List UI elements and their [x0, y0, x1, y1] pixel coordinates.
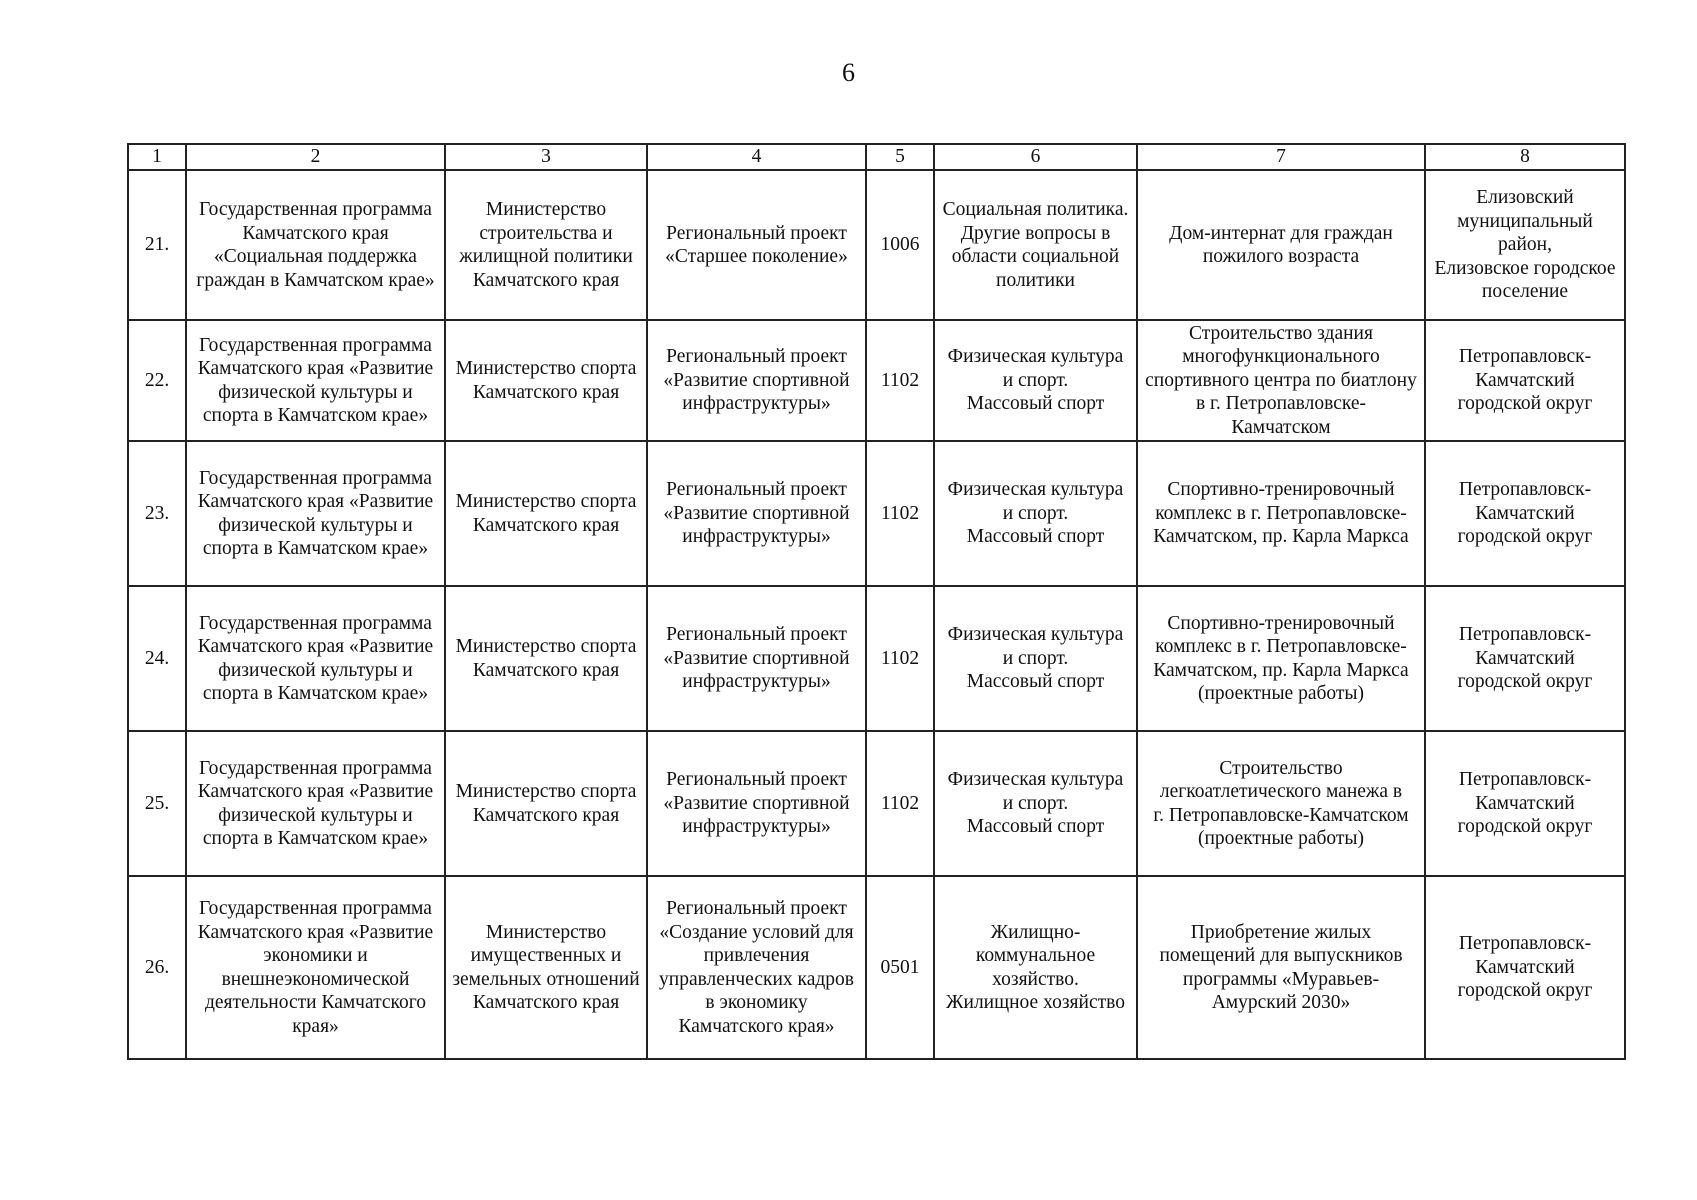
executor-cell: Министерство имущественных и земельных отношений Камчатского края: [445, 876, 647, 1059]
table-row: [128, 441, 1625, 586]
budget-section-cell: Физическая культура и спорт. Массовый спорт: [934, 586, 1137, 731]
program-cell: Государственная программа Камчатского края «Развитие физической культуры и спорта в Камчатском крае»: [186, 586, 445, 731]
column-number-header: 5: [866, 144, 934, 170]
column-number-header: 7: [1137, 144, 1425, 170]
location-cell: Петропавловск- Камчатский городской округ: [1425, 320, 1625, 441]
table-row: [128, 586, 1625, 731]
project-cell: Региональный проект «Старшее поколение»: [647, 170, 866, 320]
program-cell: Государственная программа Камчатского края «Развитие физической культуры и спорта в Камчатском крае»: [186, 320, 445, 441]
object-cell: Спортивно-тренировочный комплекс в г. Петропавловске- Камчатском, пр. Карла Маркса: [1137, 441, 1425, 586]
budget-code-cell: 1102: [866, 320, 934, 441]
row-number-cell: 23.: [128, 441, 186, 586]
budget-code-cell: 1006: [866, 170, 934, 320]
row-number-cell: 24.: [128, 586, 186, 731]
column-number-row: [128, 144, 1625, 170]
budget-section-cell: Жилищно- коммунальное хозяйство. Жилищное хозяйство: [934, 876, 1137, 1059]
table-row: [128, 320, 1625, 441]
project-cell: Региональный проект «Развитие спортивной инфраструктуры»: [647, 731, 866, 876]
row-number-cell: 21.: [128, 170, 186, 320]
project-cell: Региональный проект «Создание условий для привлечения управленческих кадров в экономику Камчатского края»: [647, 876, 866, 1059]
location-cell: Петропавловск- Камчатский городской округ: [1425, 586, 1625, 731]
executor-cell: Министерство спорта Камчатского края: [445, 320, 647, 441]
executor-cell: Министерство строительства и жилищной политики Камчатского края: [445, 170, 647, 320]
budget-section-cell: Социальная политика. Другие вопросы в области социальной политики: [934, 170, 1137, 320]
object-cell: Строительство здания многофункционального спортивного центра по биатлону в г. Петропавловске- Камчатском: [1137, 320, 1425, 441]
row-number-cell: 25.: [128, 731, 186, 876]
column-number-header: 8: [1425, 144, 1625, 170]
column-number-header: 4: [647, 144, 866, 170]
budget-code-cell: 1102: [866, 586, 934, 731]
executor-cell: Министерство спорта Камчатского края: [445, 731, 647, 876]
column-number-header: 1: [128, 144, 186, 170]
column-number-header: 6: [934, 144, 1137, 170]
row-number-cell: 26.: [128, 876, 186, 1059]
project-cell: Региональный проект «Развитие спортивной инфраструктуры»: [647, 586, 866, 731]
executor-cell: Министерство спорта Камчатского края: [445, 586, 647, 731]
object-cell: Строительство легкоатлетического манежа в г. Петропавловске-Камчатском (проектные работы): [1137, 731, 1425, 876]
table-row: [128, 170, 1625, 320]
location-cell: Елизовский муниципальный район, Елизовское городское поселение: [1425, 170, 1625, 320]
budget-section-cell: Физическая культура и спорт. Массовый спорт: [934, 320, 1137, 441]
executor-cell: Министерство спорта Камчатского края: [445, 441, 647, 586]
table-row: [128, 731, 1625, 876]
object-cell: Дом-интернат для граждан пожилого возраста: [1137, 170, 1425, 320]
object-cell: Приобретение жилых помещений для выпускников программы «Муравьев- Амурский 2030»: [1137, 876, 1425, 1059]
column-number-header: 2: [186, 144, 445, 170]
location-cell: Петропавловск- Камчатский городской округ: [1425, 876, 1625, 1059]
program-cell: Государственная программа Камчатского края «Развитие экономики и внешнеэкономической деятельности Камчатского края»: [186, 876, 445, 1059]
program-cell: Государственная программа Камчатского края «Социальная поддержка граждан в Камчатском крае»: [186, 170, 445, 320]
object-cell: Спортивно-тренировочный комплекс в г. Петропавловске- Камчатском, пр. Карла Маркса (проектные работы): [1137, 586, 1425, 731]
program-cell: Государственная программа Камчатского края «Развитие физической культуры и спорта в Камчатском крае»: [186, 731, 445, 876]
location-cell: Петропавловск- Камчатский городской округ: [1425, 441, 1625, 586]
program-table: [127, 143, 1626, 1060]
project-cell: Региональный проект «Развитие спортивной инфраструктуры»: [647, 320, 866, 441]
location-cell: Петропавловск- Камчатский городской округ: [1425, 731, 1625, 876]
budget-section-cell: Физическая культура и спорт. Массовый спорт: [934, 731, 1137, 876]
budget-section-cell: Физическая культура и спорт. Массовый спорт: [934, 441, 1137, 586]
page-number: 6: [842, 58, 855, 87]
table-row: [128, 876, 1625, 1059]
budget-code-cell: 1102: [866, 731, 934, 876]
budget-code-cell: 1102: [866, 441, 934, 586]
program-cell: Государственная программа Камчатского края «Развитие физической культуры и спорта в Камчатском крае»: [186, 441, 445, 586]
budget-code-cell: 0501: [866, 876, 934, 1059]
column-number-header: 3: [445, 144, 647, 170]
project-cell: Региональный проект «Развитие спортивной инфраструктуры»: [647, 441, 866, 586]
row-number-cell: 22.: [128, 320, 186, 441]
